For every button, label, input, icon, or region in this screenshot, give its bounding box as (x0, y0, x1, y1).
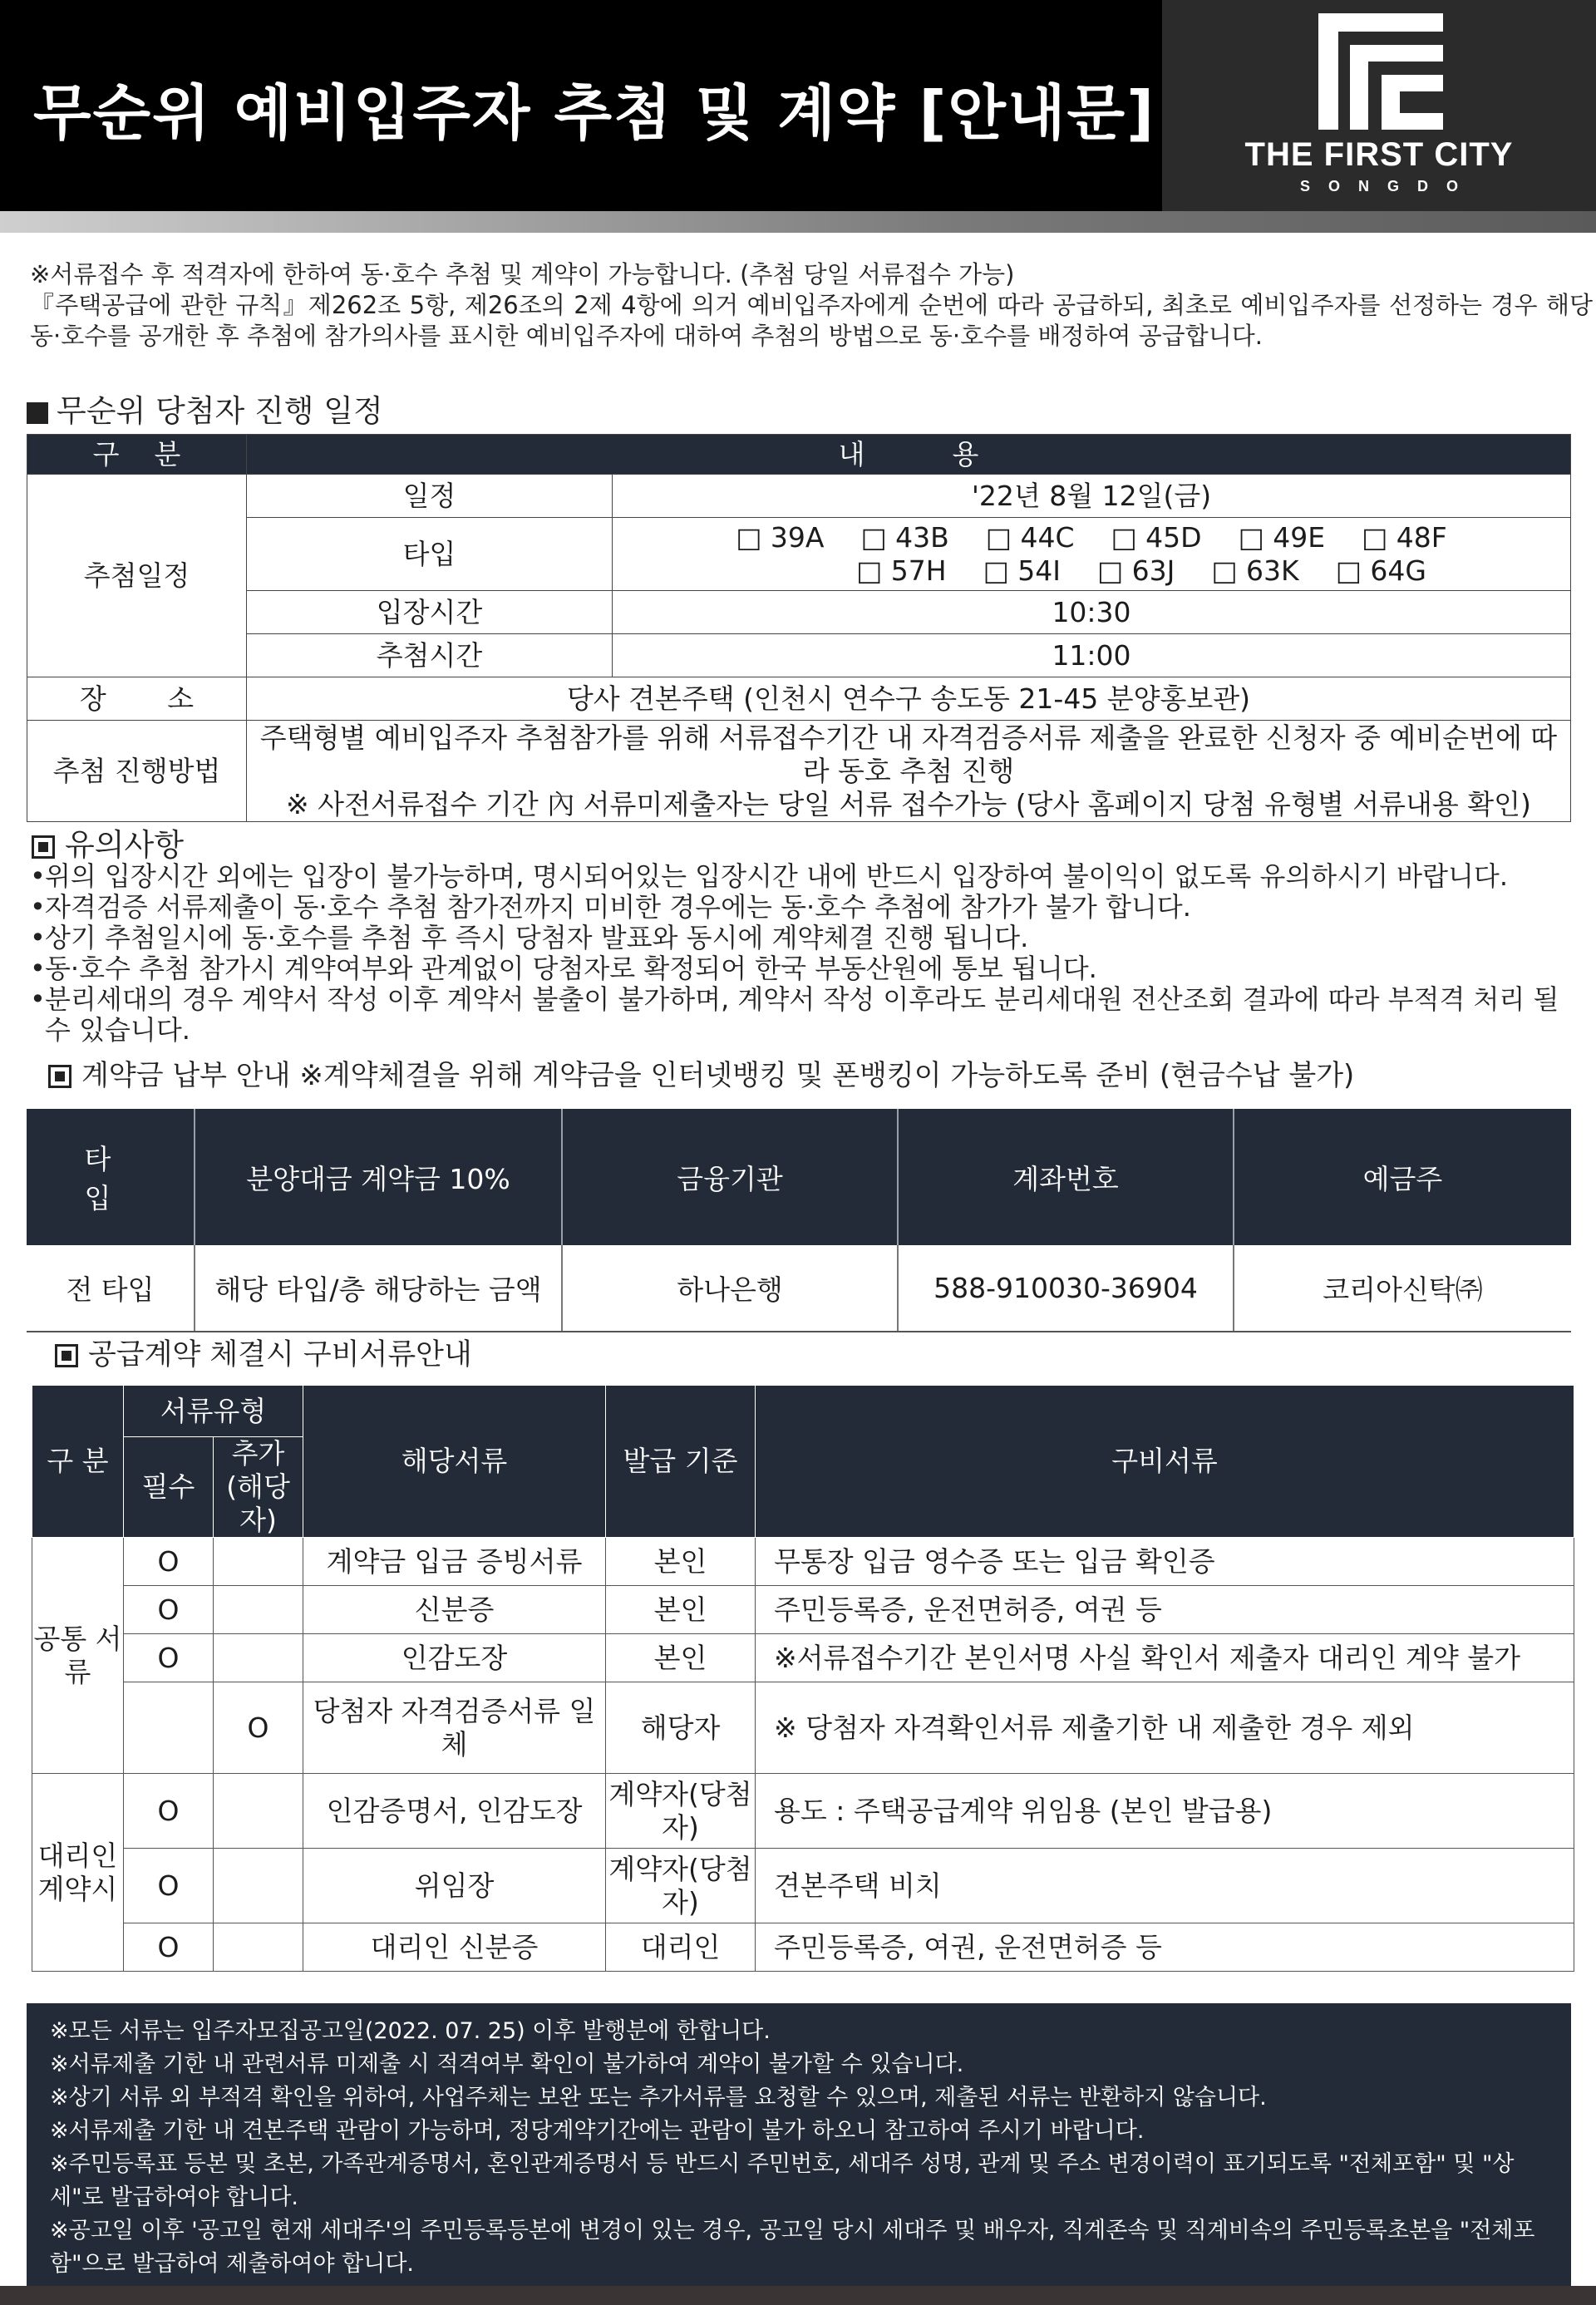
doc-name: 인감도장 (303, 1634, 606, 1682)
list-item: • 자격검증 서류제출이 동·호수 추첨 참가전까지 미비한 경우에는 동·호수 추첨에 참가가 불가 합니다. (30, 892, 1559, 923)
required-mark: O (124, 1923, 214, 1972)
schedule-table (27, 434, 1571, 822)
deposit-header-account: 계좌번호 (898, 1109, 1234, 1245)
docs-group-proxy: 대리인 계약시 (32, 1774, 124, 1972)
list-item: • 분리세대의 경우 계약서 작성 이후 계약서 불출이 불가하며, 계약서 작성 이후라도 분리세대원 전산조회 결과에 따라 부적격 처리 될 수 있습니다. (30, 984, 1559, 1046)
method-value (247, 721, 1571, 822)
deposit-section-title: 계약금 납부 안내 ※계약체결을 위해 계약금을 인터넷뱅킹 및 폰뱅킹이 가능하도록 준비 (현금수납 불가) (48, 1052, 1354, 1093)
square-bullet-icon (27, 402, 48, 424)
doc-name: 위임장 (303, 1849, 606, 1923)
required-mark: O (124, 1634, 214, 1682)
type-option: □ 43B (860, 520, 949, 554)
docs-header-doc-type: 서류유형 (124, 1386, 303, 1437)
page-title: 무순위 예비입주자 추첨 및 계약 [안내문] (33, 78, 1155, 148)
additional-mark (214, 1634, 303, 1682)
doc-basis: 계약자(당첨자) (606, 1774, 756, 1849)
deposit-holder: 코리아신탁㈜ (1234, 1245, 1571, 1332)
docs-header-row (32, 1386, 1574, 1437)
type-option: □ 57H (856, 554, 947, 587)
schedule-header-content: 내 용 (247, 435, 1571, 475)
table-row (32, 1538, 1574, 1586)
table-row (32, 1586, 1574, 1634)
doc-prepare: 견본주택 비치 (756, 1849, 1574, 1923)
deposit-header-amount: 분양대금 계약금 10% (195, 1109, 562, 1245)
required-mark: O (124, 1849, 214, 1923)
type-option: □ 48F (1362, 520, 1447, 554)
footer-note: ※공고일 이후 '공고일 현재 세대주'의 주민등록등본에 변경이 있는 경우, 공고일 당시 세대주 및 배우자, 직계존속 및 직계비속의 주민등록초본을 "전체포함"으로 발급하여 제출하여야 합니다. (50, 2218, 1535, 2277)
date-value: '22년 8월 12일(금) (613, 475, 1571, 518)
additional-mark (214, 1923, 303, 1972)
draw-time-value: 11:00 (613, 634, 1571, 677)
table-row (32, 1849, 1574, 1923)
place-value: 당사 견본주택 (인천시 연수구 송도동 21-45 분양홍보관) (247, 677, 1571, 721)
type-options (613, 518, 1571, 591)
type-option: □ 39A (736, 520, 825, 554)
intro-text (30, 259, 1593, 352)
table-row (32, 1682, 1574, 1774)
docs-header-required: 필수 (124, 1437, 214, 1538)
footer-note: ※모든 서류는 입주자모집공고일(2022. 07. 25) 이후 발행분에 한합니다. (50, 2018, 771, 2044)
doc-prepare: 주민등록증, 운전면허증, 여권 등 (756, 1586, 1574, 1634)
table-row (32, 1634, 1574, 1682)
doc-name: 신분증 (303, 1586, 606, 1634)
notes-list (30, 861, 1559, 1046)
docs-table (32, 1385, 1574, 1972)
footer-note: ※서류제출 기한 내 견본주택 관람이 가능하며, 정당계약기간에는 관람이 불가 하오니 참고하여 주시기 바랍니다. (50, 2118, 1145, 2144)
deposit-amount: 해당 타입/층 해당하는 금액 (195, 1245, 562, 1332)
doc-basis: 계약자(당첨자) (606, 1849, 756, 1923)
entry-time-label: 입장시간 (247, 591, 613, 634)
list-item: • 상기 추첨일시에 동·호수를 추첨 후 즉시 당첨자 발표와 동시에 계약체결 진행 됩니다. (30, 923, 1559, 953)
docs-header-additional: 추가 (해당자) (214, 1437, 303, 1538)
logo-mark-icon (1318, 13, 1443, 130)
logo-subtext: SONGDO (1299, 178, 1476, 195)
schedule-header-row (27, 435, 1571, 475)
additional-mark (214, 1774, 303, 1849)
method-line-1: 주택형별 예비입주자 추첨참가를 위해 서류접수기간 내 자격검증서류 제출을 완료한 신청자 중 예비순번에 따라 동호 추첨 진행 (259, 721, 1558, 787)
list-item: • 위의 입장시간 외에는 입장이 불가능하며, 명시되어있는 입장시간 내에 반드시 입장하여 불이익이 없도록 유의하시기 바랍니다. (30, 861, 1559, 892)
square-bullet-icon (32, 835, 55, 859)
deposit-bank: 하나은행 (562, 1245, 898, 1332)
date-label: 일정 (247, 475, 613, 518)
additional-mark (214, 1586, 303, 1634)
additional-mark (214, 1538, 303, 1586)
doc-basis: 본인 (606, 1538, 756, 1586)
doc-name: 계약금 입금 증빙서류 (303, 1538, 606, 1586)
footer-note: ※서류제출 기한 내 관련서류 미제출 시 적격여부 확인이 불가하여 계약이 불가할 수 있습니다. (50, 2051, 964, 2077)
square-bullet-icon (55, 1344, 78, 1367)
required-mark: O (124, 1774, 214, 1849)
footer-divider (0, 2286, 1596, 2305)
method-line-2: ※ 사전서류접수 기간 內 서류미제출자는 당일 서류 접수가능 (당사 홈페이지 당첨 유형별 서류내용 확인) (286, 787, 1531, 820)
deposit-account-number: 588-910030-36904 (898, 1245, 1234, 1332)
docs-header-basis: 발급 기준 (606, 1386, 756, 1538)
lottery-schedule-label: 추첨일정 (27, 475, 247, 677)
draw-time-label: 추첨시간 (247, 634, 613, 677)
doc-basis: 대리인 (606, 1923, 756, 1972)
type-option: □ 44C (985, 520, 1075, 554)
deposit-table (27, 1109, 1571, 1332)
type-option: □ 49E (1238, 520, 1326, 554)
deposit-header-holder: 예금주 (1234, 1109, 1571, 1245)
table-row (32, 1774, 1574, 1849)
docs-section-title: 공급계약 체결시 구비서류안내 (55, 1332, 472, 1373)
deposit-header-type: 타입 (27, 1109, 195, 1245)
type-option: □ 45D (1111, 520, 1202, 554)
list-item: • 동·호수 추첨 참가시 계약여부와 관계없이 당첨자로 확정되어 한국 부동산원에 통보 됩니다. (30, 953, 1559, 984)
method-label: 추첨 진행방법 (27, 721, 247, 822)
docs-header-category: 구 분 (32, 1386, 124, 1538)
additional-mark: O (214, 1682, 303, 1774)
type-option: □ 54I (983, 554, 1061, 587)
doc-prepare: 무통장 입금 영수증 또는 입금 확인증 (756, 1538, 1574, 1586)
doc-prepare: ※서류접수기간 본인서명 사실 확인서 제출자 대리인 계약 불가 (756, 1634, 1574, 1682)
table-row (32, 1923, 1574, 1972)
required-mark: O (124, 1586, 214, 1634)
deposit-type: 전 타입 (27, 1245, 195, 1332)
doc-name: 대리인 신분증 (303, 1923, 606, 1972)
type-option: □ 63J (1096, 554, 1175, 587)
schedule-header-category: 구 분 (27, 435, 247, 475)
deposit-header-row (27, 1109, 1571, 1245)
square-bullet-icon (48, 1065, 71, 1088)
intro-line-2: 『주택공급에 관한 규칙』제262조 5항, 제26조의 2제 4항에 의거 예비입주자에게 순번에 따라 공급하되, 최초로 예비입주자를 선정하는 경우 해당 동·호수를 공개한 후 추첨에 참가의사를 표시한 예비입주자에 대하여 추첨의 방법으로 동·호수를 배정하여 공급합니다. (30, 291, 1593, 350)
type-option: □ 64G (1335, 554, 1426, 587)
intro-line-1: ※서류접수 후 적격자에 한하여 동·호수 추첨 및 계약이 가능합니다. (추첨 당일 서류접수 가능) (30, 260, 1015, 288)
doc-basis: 해당자 (606, 1682, 756, 1774)
doc-basis: 본인 (606, 1586, 756, 1634)
logo (1162, 0, 1596, 211)
doc-name: 인감증명서, 인감도장 (303, 1774, 606, 1849)
docs-header-doc: 해당서류 (303, 1386, 606, 1538)
required-mark (124, 1682, 214, 1774)
doc-basis: 본인 (606, 1634, 756, 1682)
type-row-1 (618, 521, 1565, 554)
schedule-section-title: 무순위 당첨자 진행 일정 (27, 386, 383, 431)
docs-header-prepare: 구비서류 (756, 1386, 1574, 1538)
doc-name: 당첨자 자격검증서류 일체 (303, 1682, 606, 1774)
table-row (27, 1245, 1571, 1332)
doc-prepare: 주민등록증, 여권, 운전면허증 등 (756, 1923, 1574, 1972)
docs-group-common: 공통 서류 (32, 1538, 124, 1774)
header-banner (0, 0, 1596, 211)
doc-prepare: 용도 : 주택공급계약 위임용 (본인 발급용) (756, 1774, 1574, 1849)
footer-notes (27, 2003, 1571, 2286)
additional-mark (214, 1849, 303, 1923)
type-option: □ 63K (1211, 554, 1299, 587)
deposit-header-bank: 금융기관 (562, 1109, 898, 1245)
required-mark: O (124, 1538, 214, 1586)
doc-prepare: ※ 당첨자 자격확인서류 제출기한 내 제출한 경우 제외 (756, 1682, 1574, 1774)
footer-note: ※주민등록표 등본 및 초본, 가족관계증명서, 혼인관계증명서 등 반드시 주민번호, 세대주 성명, 관계 및 주소 변경이력이 표기되도록 "전체포함" 및 "상세"로 발급하여야 합니다. (50, 2151, 1515, 2210)
header-divider (0, 211, 1596, 233)
logo-text: THE FIRST CITY (1244, 136, 1514, 173)
footer-note: ※상기 서류 외 부적격 확인을 위하여, 사업주체는 보완 또는 추가서류를 요청할 수 있으며, 제출된 서류는 반환하지 않습니다. (50, 2085, 1267, 2110)
place-label: 장 소 (27, 677, 247, 721)
type-label: 타입 (247, 518, 613, 591)
type-row-2 (618, 554, 1565, 588)
entry-time-value: 10:30 (613, 591, 1571, 634)
notes-section-title: 유의사항 (32, 820, 184, 864)
